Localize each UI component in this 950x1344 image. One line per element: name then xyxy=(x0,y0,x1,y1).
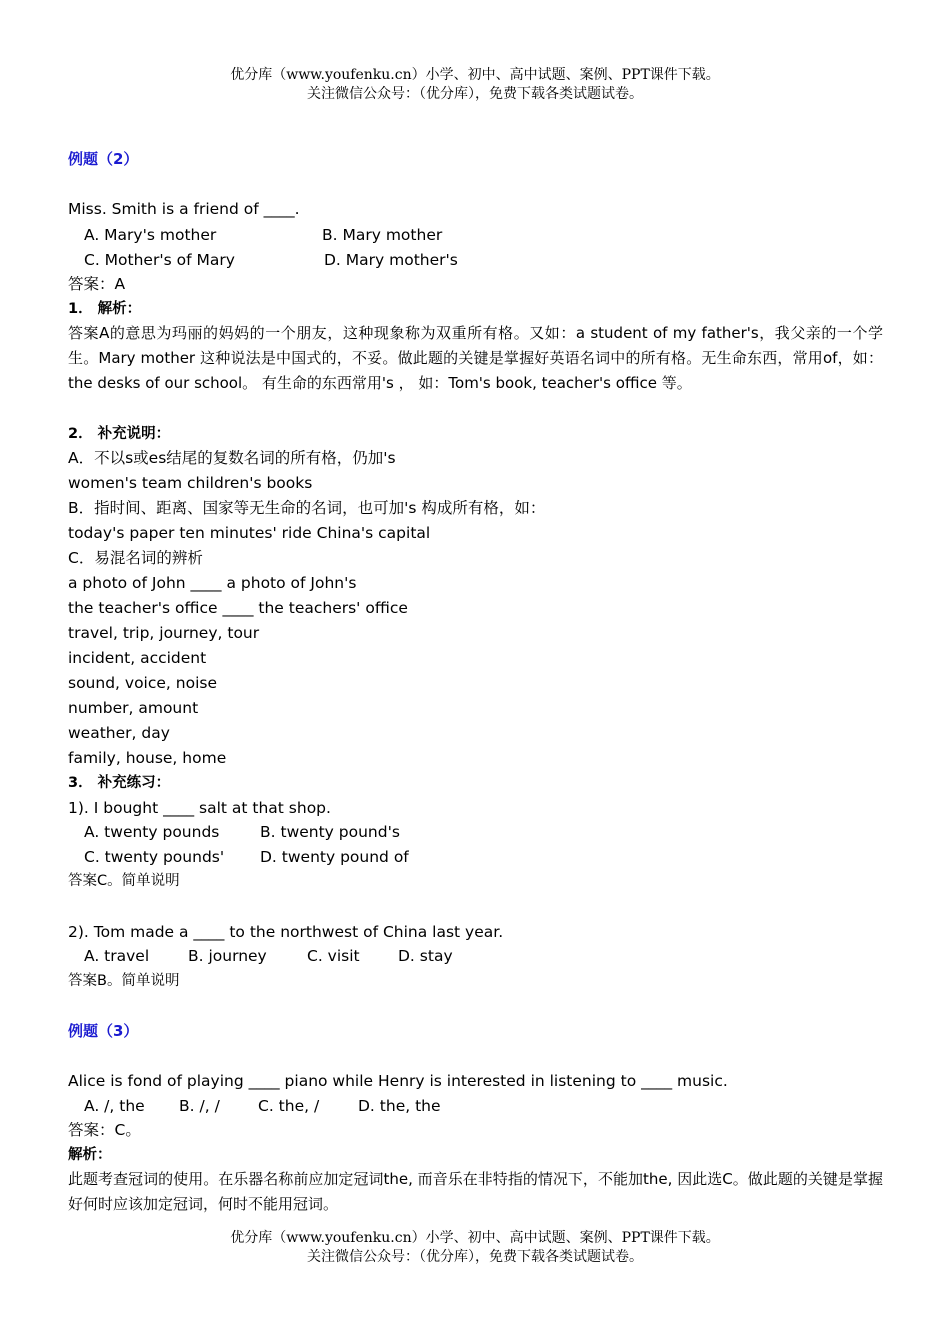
example-3-analysis-title: 解析： xyxy=(68,1147,112,1163)
example-3-question: Alice is fond of playing ____ piano while Henry is interested in listening to ____ music. xyxy=(68,1072,728,1090)
practice-2-option-d: D. stay xyxy=(398,947,453,965)
supplement-line: the teacher's office ____ the teachers' office xyxy=(68,599,408,617)
example-2-answer: 答案：A xyxy=(68,275,126,293)
supplement-line: family, house, home xyxy=(68,749,227,767)
supplement-line: B．指时间、距离、国家等无生命的名词，也可加's 构成所有格，如： xyxy=(68,499,546,517)
example-2-analysis-title: 1． 解析： xyxy=(68,301,142,317)
example-2-title: 例题（2） xyxy=(68,150,139,168)
practice-2-option-b: B. journey xyxy=(188,947,267,965)
supplement-line: number, amount xyxy=(68,699,199,717)
example-3-answer: 答案：C。 xyxy=(68,1121,141,1139)
supplement-line: travel, trip, journey, tour xyxy=(68,624,260,642)
example-3-analysis-text: 此题考查冠词的使用。在乐器名称前应加定冠词the, 而音乐在非特指的情况下，不能加the, 因此选C。做此题的关键是掌握好何时应该加定冠词，何时不能用冠词。 xyxy=(68,1170,883,1213)
example-3-option-b: B. /, / xyxy=(179,1097,220,1115)
supplement-line: a photo of John ____ a photo of John's xyxy=(68,574,357,592)
practice-2-answer: 答案B。简单说明 xyxy=(68,973,180,989)
example-2-option-b: B. Mary mother xyxy=(322,226,443,244)
example-3-option-c: C. the, / xyxy=(258,1097,320,1115)
example-2-practice-title: 3． 补充练习： xyxy=(68,775,171,791)
footer-line-1: 优分库（www.youfenku.cn）小学、初中、高中试题、案例、PPT课件下载。 xyxy=(230,1230,720,1246)
footer-line-2: 关注微信公众号：（优分库），免费下载各类试题试卷。 xyxy=(307,1249,643,1265)
header-line-2: 关注微信公众号：（优分库），免费下载各类试题试卷。 xyxy=(307,86,643,102)
example-3-option-a: A. /, the xyxy=(84,1097,145,1115)
supplement-line: incident, accident xyxy=(68,649,207,667)
example-2-option-a: A. Mary's mother xyxy=(84,226,217,244)
practice-1-option-b: B. twenty pound's xyxy=(260,823,400,841)
page-footer xyxy=(0,1229,950,1267)
practice-1-option-d: D. twenty pound of xyxy=(260,848,409,866)
example-3-option-d: D. the, the xyxy=(358,1097,441,1115)
practice-1-question: 1). I bought ____ salt at that shop. xyxy=(68,799,331,817)
supplement-line: weather, day xyxy=(68,724,170,742)
example-2-option-d: D. Mary mother's xyxy=(324,251,458,269)
example-2-option-c: C. Mother's of Mary xyxy=(84,251,235,269)
supplement-line: women's team children's books xyxy=(68,474,313,492)
supplement-line: A．不以s或es结尾的复数名词的所有格，仍加's xyxy=(68,449,396,467)
header-line-1: 优分库（www.youfenku.cn）小学、初中、高中试题、案例、PPT课件下载。 xyxy=(230,67,720,83)
example-2-analysis-text: 答案A的意思为玛丽的妈妈的一个朋友，这种现象称为双重所有格。又如：a student of my father's，我父亲的一个学生。Mary mother 这种说法是中国式的，不妥。做此题的关键是掌握好英语名词中的所有格。无生命东西，常用of，如：the desks of our school。 有生命的东西常用's ， 如：Tom's book, teacher's office 等。 xyxy=(68,324,883,392)
practice-1-option-c: C. twenty pounds' xyxy=(84,848,225,866)
practice-2-question: 2). Tom made a ____ to the northwest of China last year. xyxy=(68,923,504,941)
practice-1-answer: 答案C。简单说明 xyxy=(68,873,180,889)
practice-2-option-c: C. visit xyxy=(307,947,360,965)
example-2-question: Miss. Smith is a friend of ____. xyxy=(68,200,300,218)
practice-1-option-a: A. twenty pounds xyxy=(84,823,220,841)
example-3-title: 例题（3） xyxy=(68,1022,139,1040)
practice-2-option-a: A. travel xyxy=(84,947,150,965)
supplement-line: C．易混名词的辨析 xyxy=(68,549,203,567)
example-2-supplement-title: 2． 补充说明： xyxy=(68,426,171,442)
supplement-line: today's paper ten minutes' ride China's capital xyxy=(68,524,431,542)
page-header xyxy=(0,66,950,104)
supplement-line: sound, voice, noise xyxy=(68,674,217,692)
